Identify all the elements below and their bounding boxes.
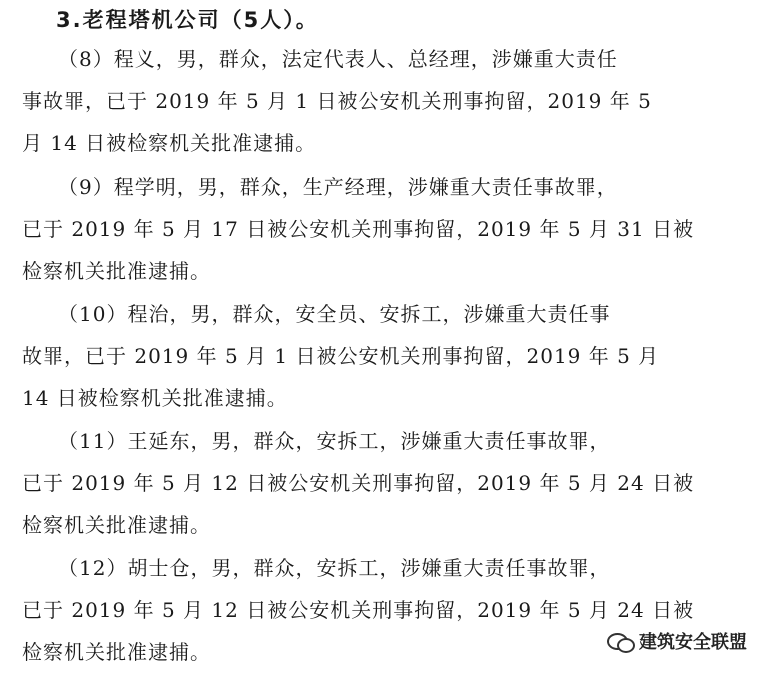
paragraph-line: 已于 2019 年 5 月 12 日被公安机关刑事拘留，2019 年 5 月 24 日被 <box>22 598 695 622</box>
paragraph-line: （9）程学明，男，群众，生产经理，涉嫌重大责任事故罪， <box>58 175 618 199</box>
paragraph-line: 已于 2019 年 5 月 17 日被公安机关刑事拘留，2019 年 5 月 31 日被 <box>22 217 695 241</box>
watermark-text: 建筑安全联盟 <box>639 632 747 653</box>
paragraph-line: 已于 2019 年 5 月 12 日被公安机关刑事拘留，2019 年 5 月 24 日被 <box>22 471 695 495</box>
paragraph-line: 14 日被检察机关批准逮捕。 <box>22 386 288 410</box>
paragraph-line: 月 14 日被检察机关批准逮捕。 <box>22 131 317 155</box>
paragraph-line: （8）程义，男，群众，法定代表人、总经理，涉嫌重大责任 <box>58 47 618 71</box>
paragraph-line: （11）王延东，男，群众，安拆工，涉嫌重大责任事故罪， <box>58 429 611 453</box>
watermark <box>607 628 747 654</box>
wechat-icon <box>607 630 633 652</box>
paragraph-line: 检察机关批准逮捕。 <box>22 640 211 664</box>
paragraph-line: 检察机关批准逮捕。 <box>22 259 211 283</box>
paragraph-line: （10）程治，男，群众，安全员、安拆工，涉嫌重大责任事 <box>58 302 611 326</box>
paragraph-line: 事故罪，已于 2019 年 5 月 1 日被公安机关刑事拘留，2019 年 5 <box>22 89 652 113</box>
paragraph-line: 故罪，已于 2019 年 5 月 1 日被公安机关刑事拘留，2019 年 5 月 <box>22 344 660 368</box>
paragraph-line: 检察机关批准逮捕。 <box>22 513 211 537</box>
section-heading: 3.老程塔机公司（5人）。 <box>56 8 319 32</box>
paragraph-line: （12）胡士仓，男，群众，安拆工，涉嫌重大责任事故罪， <box>58 556 611 580</box>
